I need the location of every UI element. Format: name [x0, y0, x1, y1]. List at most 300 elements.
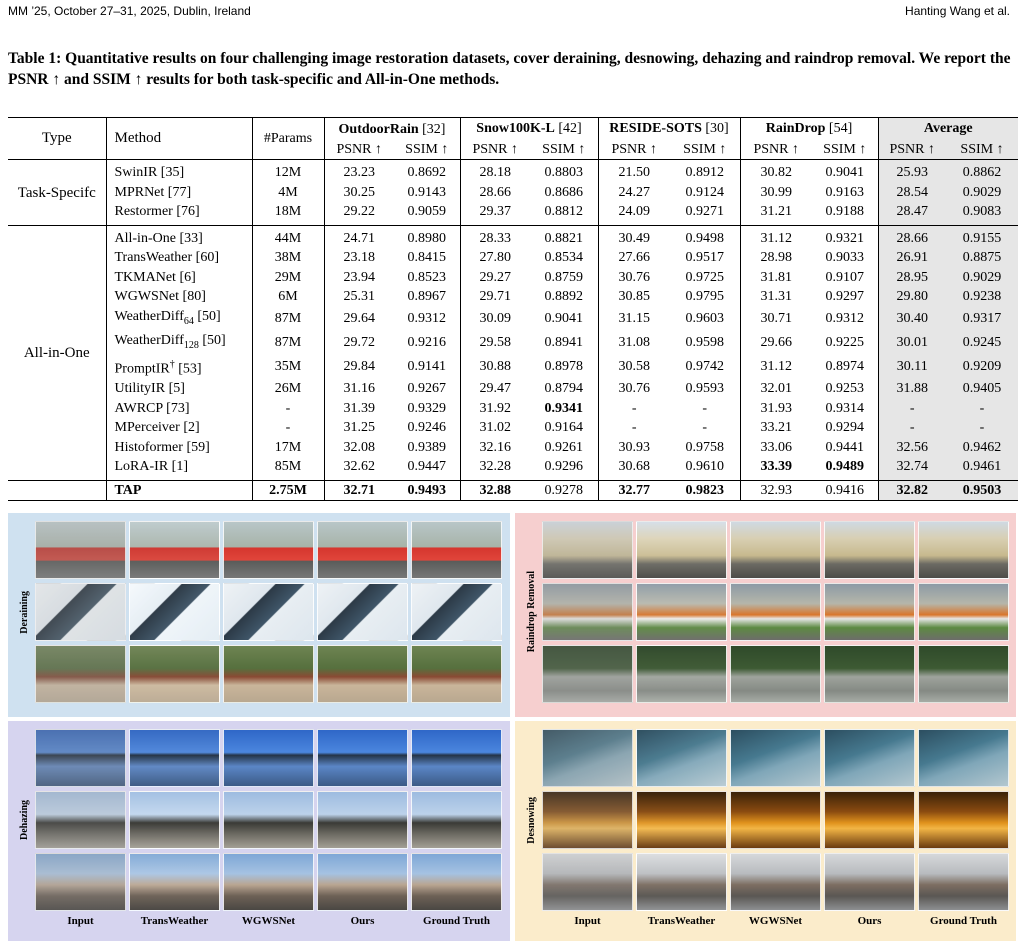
result-thumbnail-street: [317, 853, 408, 911]
method-ref: [76]: [176, 204, 200, 219]
method-cell: [106, 418, 252, 438]
type-cell: All-in-One: [8, 225, 106, 480]
ssim-cell: 0.8862: [946, 160, 1018, 183]
psnr-cell: 30.71: [760, 310, 792, 326]
ssim-cell: 0.9598: [670, 331, 740, 355]
psnr-cell: 28.33: [460, 225, 530, 248]
psnr-cell: 29.37: [479, 204, 511, 219]
psnr-cell: 30.11: [878, 355, 946, 379]
params-cell: 87M: [252, 331, 324, 355]
result-thumbnail-tower: [129, 729, 220, 787]
psnr-cell: 32.77: [598, 480, 670, 501]
method-ref: [35]: [160, 165, 185, 180]
psnr-cell: 21.50: [598, 160, 670, 183]
params-cell: 6M: [252, 287, 324, 307]
dataset-header-raindrop: RainDrop [54]: [740, 118, 878, 140]
method-cell: [106, 268, 252, 288]
psnr-cell: 29.84: [343, 359, 375, 375]
method-ref: [80]: [182, 289, 206, 304]
result-thumbnail-roof: [411, 583, 502, 641]
psnr-cell: 29.64: [343, 310, 375, 326]
table-row: [8, 248, 1018, 268]
method-superscript: †: [169, 359, 175, 371]
ssim-cell: 0.9489: [812, 457, 878, 480]
psnr-cell: 30.49: [598, 225, 670, 248]
ssim-cell: 0.8692: [394, 160, 460, 183]
psnr-cell: 28.66: [878, 225, 946, 248]
method-cell: [106, 457, 252, 480]
table-row: [8, 379, 1018, 399]
panel-label-text: Dehazing: [18, 800, 30, 840]
result-thumbnail-building: [918, 521, 1009, 579]
ssim-cell: 0.8523: [394, 268, 460, 288]
result-thumbnail-street: [129, 853, 220, 911]
ssim-cell: 0.9238: [946, 287, 1018, 307]
column-caption: WGWSNet: [748, 915, 803, 927]
method-name: AWRCP: [114, 400, 163, 416]
result-thumbnail-bench: [129, 645, 220, 703]
psnr-cell: 30.85: [618, 289, 650, 304]
panel-label-text: Deraining: [18, 590, 30, 634]
result-thumbnail-sculpture: [129, 791, 220, 849]
method-name: MPerceiver: [114, 420, 180, 436]
psnr-header: PSNR ↑: [740, 140, 812, 160]
psnr-cell: 28.66: [479, 184, 511, 200]
ssim-cell: 0.9405: [946, 379, 1018, 399]
ssim-cell: 0.9389: [394, 438, 460, 458]
params-cell: 26M: [252, 379, 324, 399]
result-thumbnail-wall: [918, 645, 1009, 703]
dataset-header-average: Average: [878, 118, 1018, 140]
method-name: MPRNet: [114, 184, 165, 200]
params-cell: 29M: [252, 268, 324, 288]
psnr-cell: 31.12: [740, 225, 812, 248]
params-cell: 17M: [252, 438, 324, 458]
psnr-cell: 30.58: [618, 359, 650, 375]
ssim-cell: 0.8980: [394, 225, 460, 248]
ssim-cell: 0.9294: [812, 418, 878, 438]
ssim-cell: 0.9278: [530, 480, 598, 501]
ssim-cell: 0.9059: [394, 202, 460, 225]
ssim-cell: 0.9461: [946, 457, 1018, 480]
method-ref: [53]: [178, 361, 202, 377]
method-ref: [33]: [179, 230, 203, 246]
table-row: [8, 225, 1018, 248]
results-table: [8, 117, 1018, 501]
running-header-left: MM ’25, October 27–31, 2025, Dublin, Ireland: [8, 4, 251, 18]
ssim-cell: 0.9823: [670, 480, 740, 501]
table-row: [8, 457, 1018, 480]
psnr-cell: 23.23: [324, 160, 394, 183]
psnr-cell: -: [631, 420, 637, 436]
result-thumbnail-building: [542, 521, 633, 579]
method-name: TKMANet: [114, 269, 176, 285]
column-caption: Input: [574, 915, 601, 927]
method-cell: [106, 248, 252, 268]
dataset-header-snow100k: Snow100K-L [42]: [460, 118, 598, 140]
ssim-cell: 0.9041: [812, 160, 878, 183]
ssim-cell: 0.9188: [812, 202, 878, 225]
psnr-cell: 30.68: [618, 459, 650, 475]
psnr-cell: 25.31: [343, 289, 375, 304]
ssim-cell: 0.9498: [670, 225, 740, 248]
ssim-cell: 0.9297: [812, 287, 878, 307]
type-cell: Task-Specifc: [8, 160, 106, 226]
panel-label: [518, 729, 544, 911]
ssim-cell: 0.8812: [530, 202, 598, 225]
result-thumbnail-parking: [824, 583, 915, 641]
psnr-cell: 30.93: [618, 439, 650, 455]
psnr-cell: -: [631, 400, 637, 416]
ssim-header: SSIM ↑: [946, 140, 1018, 160]
ssim-cell: 0.9029: [946, 183, 1018, 203]
ssim-cell: 0.8794: [530, 379, 598, 399]
method-cell: [106, 160, 252, 183]
ssim-cell: 0.8912: [670, 160, 740, 183]
method-cell: [106, 287, 252, 307]
ssim-cell: 0.8821: [530, 225, 598, 248]
psnr-cell: 32.82: [878, 480, 946, 501]
ssim-cell: 0.9041: [530, 307, 598, 331]
ssim-cell: -: [670, 399, 740, 419]
method-ref: [50]: [202, 332, 226, 348]
result-thumbnail-red-car: [317, 521, 408, 579]
ssim-cell: 0.9225: [812, 331, 878, 355]
ssim-cell: 0.9107: [812, 268, 878, 288]
table-row: [8, 268, 1018, 288]
method-ref: [50]: [197, 308, 221, 324]
psnr-cell: 31.92: [479, 400, 511, 416]
ssim-cell: 0.9029: [946, 268, 1018, 288]
psnr-cell: 29.27: [479, 269, 511, 285]
column-caption: TransWeather: [647, 915, 716, 927]
result-thumbnail-roof: [35, 583, 126, 641]
result-thumbnail-dome: [542, 729, 633, 787]
psnr-cell: 24.09: [618, 204, 650, 219]
table-row: [8, 399, 1018, 419]
method-cell: [106, 331, 252, 355]
psnr-cell: 29.72: [343, 335, 375, 351]
column-caption: Input: [67, 915, 94, 927]
psnr-cell: 30.82: [740, 160, 812, 183]
method-cell: [106, 202, 252, 225]
psnr-cell: 30.40: [878, 307, 946, 331]
psnr-cell: 30.25: [343, 184, 375, 200]
ssim-cell: 0.9441: [812, 438, 878, 458]
method-subscript: 128: [183, 339, 199, 351]
ssim-cell: 0.9758: [670, 438, 740, 458]
result-thumbnail-street: [223, 853, 314, 911]
psnr-cell: 32.08: [343, 439, 375, 455]
ssim-cell: 0.9416: [812, 480, 878, 501]
result-thumbnail-town: [542, 853, 633, 911]
method-name: TransWeather: [114, 250, 193, 265]
column-caption: Ground Truth: [423, 915, 490, 927]
result-thumbnail-parking: [636, 583, 727, 641]
ssim-cell: 0.8941: [530, 331, 598, 355]
column-caption: Ours: [350, 915, 375, 927]
ssim-cell: 0.9317: [946, 307, 1018, 331]
ssim-cell: 0.9245: [946, 331, 1018, 355]
psnr-cell: 29.22: [343, 204, 375, 219]
ssim-cell: -: [946, 418, 1018, 438]
psnr-cell: 30.99: [760, 184, 792, 200]
ssim-cell: 0.9314: [812, 399, 878, 419]
psnr-cell: 30.76: [618, 269, 650, 285]
ssim-cell: 0.9321: [812, 225, 878, 248]
psnr-cell: 31.25: [343, 420, 375, 436]
psnr-header: PSNR ↑: [878, 140, 946, 160]
result-thumbnail-night: [730, 791, 821, 849]
psnr-cell: 26.91: [878, 248, 946, 268]
panel-label: [11, 521, 37, 703]
result-thumbnail-red-car: [411, 521, 502, 579]
ssim-cell: 0.9253: [812, 379, 878, 399]
ssim-cell: 0.9163: [812, 183, 878, 203]
ssim-cell: 0.8875: [946, 248, 1018, 268]
ssim-cell: 0.9216: [394, 331, 460, 355]
ssim-cell: 0.8803: [530, 160, 598, 183]
result-thumbnail-red-car: [129, 521, 220, 579]
column-caption: WGWSNet: [241, 915, 296, 927]
ssim-cell: 0.8534: [530, 248, 598, 268]
method-ref: [6]: [179, 269, 196, 285]
table-row: [8, 418, 1018, 438]
result-thumbnail-bench: [317, 645, 408, 703]
psnr-cell: 30.09: [479, 310, 511, 326]
psnr-cell: 29.80: [878, 287, 946, 307]
result-thumbnail-bench: [411, 645, 502, 703]
psnr-header: PSNR ↑: [460, 140, 530, 160]
method-name: Histoformer: [114, 439, 183, 455]
method-ref: [77]: [167, 184, 192, 200]
result-thumbnail-bench: [223, 645, 314, 703]
result-thumbnail-night: [918, 791, 1009, 849]
method-subscript: 64: [183, 315, 194, 327]
params-cell: 85M: [252, 457, 324, 480]
result-thumbnail-town: [730, 853, 821, 911]
psnr-cell: 31.16: [343, 381, 375, 397]
psnr-cell: 31.93: [760, 400, 792, 416]
ssim-header: SSIM ↑: [394, 140, 460, 160]
ssim-cell: 0.9610: [670, 457, 740, 480]
psnr-cell: 23.18: [343, 250, 375, 265]
params-cell: 87M: [252, 307, 324, 331]
table-row: [8, 438, 1018, 458]
psnr-cell: 32.01: [760, 381, 792, 397]
method-name: WeatherDiff: [114, 332, 184, 348]
column-caption: Ours: [857, 915, 882, 927]
psnr-cell: 31.88: [878, 379, 946, 399]
psnr-cell: 31.39: [343, 400, 375, 416]
result-thumbnail-wall: [824, 645, 915, 703]
ssim-cell: 0.8686: [530, 183, 598, 203]
result-thumbnail-roof: [317, 583, 408, 641]
psnr-cell: 27.80: [479, 250, 511, 265]
panel-label-text: Raindrop Removal: [525, 571, 537, 653]
ssim-cell: 0.8759: [530, 268, 598, 288]
result-thumbnail-night: [636, 791, 727, 849]
column-caption: Ground Truth: [930, 915, 997, 927]
ssim-cell: 0.8978: [530, 355, 598, 379]
result-thumbnail-tower: [317, 729, 408, 787]
method-cell: [106, 438, 252, 458]
ssim-cell: 0.9209: [946, 355, 1018, 379]
result-thumbnail-wall: [542, 645, 633, 703]
result-thumbnail-street: [411, 853, 502, 911]
result-thumbnail-sculpture: [411, 791, 502, 849]
psnr-cell: -: [878, 399, 946, 419]
panel-label-text: Desnowing: [525, 796, 537, 844]
result-thumbnail-town: [918, 853, 1009, 911]
result-thumbnail-dome: [824, 729, 915, 787]
method-ref: [73]: [166, 400, 190, 416]
method-name: SwinIR: [114, 165, 158, 180]
result-thumbnail-bench: [35, 645, 126, 703]
ssim-header: SSIM ↑: [812, 140, 878, 160]
column-caption: TransWeather: [140, 915, 209, 927]
params-cell: 38M: [252, 248, 324, 268]
ssim-cell: 0.9725: [670, 268, 740, 288]
psnr-cell: 33.39: [760, 459, 792, 475]
method-cell: TAP: [106, 480, 252, 501]
ssim-cell: 0.9312: [394, 307, 460, 331]
result-thumbnail-sculpture: [317, 791, 408, 849]
method-cell: [106, 355, 252, 379]
ssim-header: SSIM ↑: [530, 140, 598, 160]
result-thumbnail-roof: [129, 583, 220, 641]
ssim-cell: 0.9329: [394, 399, 460, 419]
result-thumbnail-roof: [223, 583, 314, 641]
psnr-cell: 32.28: [479, 459, 511, 475]
ssim-cell: 0.9296: [530, 457, 598, 480]
panel-label: [518, 521, 544, 703]
result-thumbnail-tower: [411, 729, 502, 787]
result-thumbnail-tower: [223, 729, 314, 787]
ssim-cell: 0.8974: [812, 355, 878, 379]
psnr-cell: 32.88: [460, 480, 530, 501]
params-cell: 44M: [252, 225, 324, 248]
result-thumbnail-parking: [542, 583, 633, 641]
result-thumbnail-building: [730, 521, 821, 579]
psnr-cell: 29.66: [760, 335, 792, 351]
result-thumbnail-wall: [730, 645, 821, 703]
table-row: [8, 307, 1018, 331]
ssim-cell: 0.9033: [812, 248, 878, 268]
psnr-cell: 23.94: [343, 269, 375, 285]
params-cell: -: [252, 418, 324, 438]
table-row: [8, 183, 1018, 203]
params-cell: 2.75M: [252, 480, 324, 501]
figure-panel-deraining: [8, 513, 510, 717]
ssim-cell: 0.9503: [946, 480, 1018, 501]
result-thumbnail-red-car: [223, 521, 314, 579]
psnr-cell: 29.47: [479, 381, 511, 397]
ssim-cell: 0.9517: [670, 248, 740, 268]
ssim-cell: 0.9593: [670, 379, 740, 399]
table-row: [8, 202, 1018, 225]
psnr-cell: 30.01: [878, 331, 946, 355]
psnr-cell: 25.93: [878, 160, 946, 183]
dataset-header-outdoorrain: OutdoorRain [32]: [324, 118, 460, 140]
ssim-cell: 0.8892: [530, 287, 598, 307]
psnr-cell: 31.31: [760, 289, 792, 304]
psnr-cell: 28.95: [878, 268, 946, 288]
ssim-cell: 0.8415: [394, 248, 460, 268]
psnr-cell: 31.12: [760, 359, 792, 375]
psnr-cell: 31.08: [618, 335, 650, 351]
psnr-cell: 30.88: [479, 359, 511, 375]
psnr-cell: 31.21: [760, 204, 792, 219]
psnr-cell: 32.93: [740, 480, 812, 501]
ssim-cell: 0.9143: [394, 183, 460, 203]
psnr-cell: 29.58: [479, 335, 511, 351]
running-header-right: Hanting Wang et al.: [905, 4, 1010, 18]
method-cell: [106, 183, 252, 203]
ssim-cell: 0.9462: [946, 438, 1018, 458]
psnr-cell: 30.76: [618, 381, 650, 397]
result-thumbnail-parking: [918, 583, 1009, 641]
ssim-cell: 0.9267: [394, 379, 460, 399]
psnr-cell: 32.56: [878, 438, 946, 458]
psnr-cell: 24.27: [618, 184, 650, 200]
method-name: WGWSNet: [114, 289, 180, 304]
ssim-cell: 0.9271: [670, 202, 740, 225]
dataset-header-reside: RESIDE-SOTS [30]: [598, 118, 740, 140]
result-thumbnail-parking: [730, 583, 821, 641]
ssim-cell: 0.9155: [946, 225, 1018, 248]
table-row-tap: [8, 480, 1018, 501]
ssim-cell: 0.9083: [946, 202, 1018, 225]
result-thumbnail-building: [636, 521, 727, 579]
result-thumbnail-town: [636, 853, 727, 911]
ssim-cell: 0.9124: [670, 183, 740, 203]
psnr-cell: 29.71: [479, 289, 511, 304]
psnr-cell: 32.71: [324, 480, 394, 501]
ssim-header: SSIM ↑: [670, 140, 740, 160]
result-thumbnail-tower: [35, 729, 126, 787]
method-name: UtilityIR: [114, 381, 166, 397]
method-name: WeatherDiff: [114, 308, 184, 324]
table-row: [8, 331, 1018, 355]
psnr-cell: 31.02: [479, 420, 511, 436]
ssim-cell: 0.9141: [394, 355, 460, 379]
result-thumbnail-dome: [636, 729, 727, 787]
method-name: All-in-One: [114, 230, 176, 246]
result-thumbnail-night: [542, 791, 633, 849]
psnr-cell: 31.15: [618, 310, 650, 326]
type-header: Type: [8, 118, 106, 160]
method-ref: [59]: [186, 439, 210, 455]
ssim-cell: 0.9795: [670, 287, 740, 307]
params-cell: 35M: [252, 355, 324, 379]
method-ref: [1]: [171, 459, 188, 475]
psnr-cell: 33.21: [760, 420, 792, 436]
method-name: Restormer: [114, 204, 173, 219]
psnr-header: PSNR ↑: [598, 140, 670, 160]
result-thumbnail-building: [824, 521, 915, 579]
psnr-cell: 32.62: [343, 459, 375, 475]
method-ref: [60]: [195, 250, 219, 265]
result-thumbnail-red-car: [35, 521, 126, 579]
params-cell: 18M: [252, 202, 324, 225]
figure-panel-raindrop-removal: [515, 513, 1016, 717]
panel-label: [11, 729, 37, 911]
method-cell: [106, 399, 252, 419]
psnr-cell: -: [878, 418, 946, 438]
ssim-cell: -: [670, 418, 740, 438]
method-cell: [106, 307, 252, 331]
